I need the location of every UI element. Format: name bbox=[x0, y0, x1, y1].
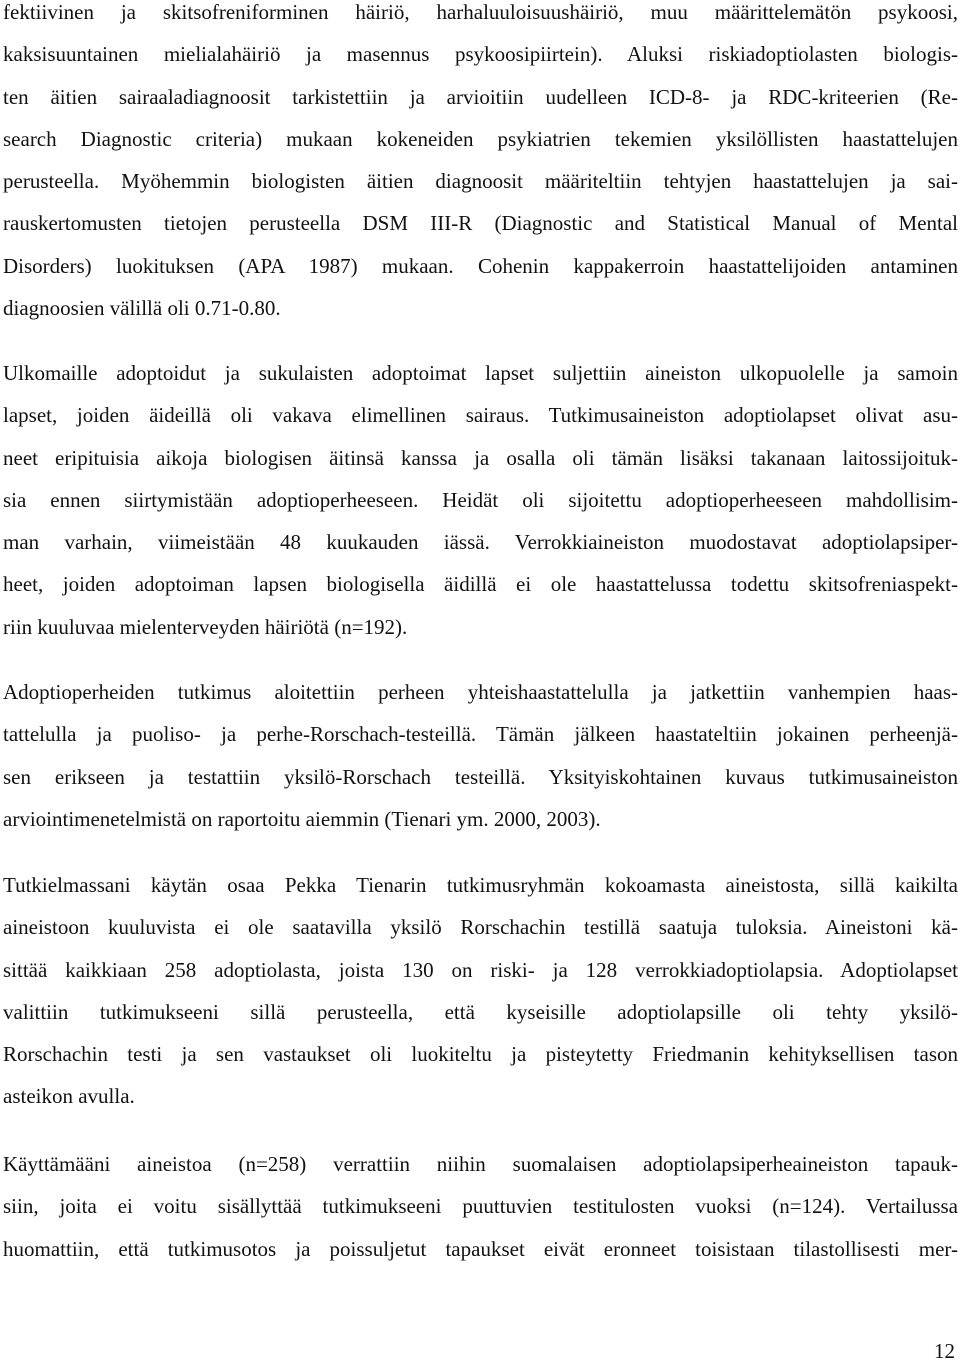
paragraph-diagnoses bbox=[3, 0, 958, 329]
text-line: huomattiin, että tutkimusotos ja poissuljetut tapaukset eivät eronneet toisistaan tilastollisesti mer- bbox=[3, 1236, 958, 1261]
text-line: tattelulla ja puoliso- ja perhe-Rorschach-testeillä. Tämän jälkeen haastateltiin jokainen perheenjä- bbox=[3, 722, 958, 747]
text-line: Adoptioperheiden tutkimus aloitettiin perheen yhteishaastattelulla ja jatkettiin vanhempien haas- bbox=[3, 680, 958, 704]
text-line: perusteella. Myöhemmin biologisten äitien diagnoosit määriteltiin tehtyjen haastattelujen ja sai- bbox=[3, 169, 958, 194]
text-line: asteikon avulla. bbox=[3, 1084, 135, 1109]
page-number: 12 bbox=[934, 1339, 955, 1363]
text-line: aineistoon kuuluvista ei ole saatavilla yksilö Rorschachin testillä saatuja tuloksia. Aineistoni kä- bbox=[3, 915, 958, 940]
text-line: heet, joiden adoptoiman lapsen biologisella äidillä ei ole haastattelussa todettu skitsofreniaspekt- bbox=[3, 572, 958, 597]
paragraph-exclusions bbox=[3, 352, 958, 648]
paragraph-comparison bbox=[3, 1143, 958, 1270]
text-line: riin kuuluvaa mielenterveyden häiriötä (n=192). bbox=[3, 614, 408, 639]
text-line: ten äitien sairaaladiagnoosit tarkistettiin ja arvioitiin uudelleen ICD-8- ja RDC-kriteerien (Re- bbox=[3, 84, 958, 109]
text-line: neet eripituisia aikoja biologisen äitinsä kanssa ja osalla oli tämän lisäksi takanaan laitossijoituk- bbox=[3, 445, 958, 470]
paragraph-sample bbox=[3, 864, 958, 1118]
text-line: fektiivinen ja skitsofreniforminen häiriö, harhaluuloisuushäiriö, muu määrittelemätön psykoosi, bbox=[3, 0, 958, 24]
text-line: siin, joita ei voitu sisällyttää tutkimukseeni puuttuvien testitulosten vuoksi (n=124). Vertailussa bbox=[3, 1194, 958, 1219]
text-line: kaksisuuntainen mielialahäiriö ja masennus psykoosipiirtein). Aluksi riskiadoptiolasten biologis- bbox=[3, 42, 958, 67]
text-line: Tutkielmassani käytän osaa Pekka Tienarin tutkimusryhmän kokoamasta aineistosta, sillä kaikilta bbox=[3, 873, 958, 897]
text-line: arviointimenetelmistä on raportoitu aiemmin (Tienari ym. 2000, 2003). bbox=[3, 806, 601, 831]
text-line: rauskertomusten tietojen perusteella DSM III-R (Diagnostic and Statistical Manual of Mental bbox=[3, 211, 958, 236]
text-line: valittiin tutkimukseeni sillä perusteella, että kyseisille adoptiolapsille oli tehty yksilö- bbox=[3, 999, 958, 1024]
text-line: Ulkomaille adoptoidut ja sukulaisten adoptoimat lapset suljettiin aineiston ulkopuolelle ja samoin bbox=[3, 361, 958, 385]
text-line: search Diagnostic criteria) mukaan kokeneiden psykiatrien tekemien yksilöllisten haastattelujen bbox=[3, 126, 958, 151]
paragraph-family-study bbox=[3, 671, 958, 840]
text-line: sen erikseen ja testattiin yksilö-Rorschach testeillä. Yksityiskohtainen kuvaus tutkimusaineiston bbox=[3, 764, 958, 789]
text-line: Rorschachin testi ja sen vastaukset oli luokiteltu ja pisteytetty Friedmanin kehityksellisen tason bbox=[3, 1042, 958, 1067]
text-line: Disorders) luokituksen (APA 1987) mukaan. Cohenin kappakerroin haastattelijoiden antaminen bbox=[3, 253, 958, 278]
text-line: diagnoosien välillä oli 0.71-0.80. bbox=[3, 296, 281, 321]
text-line: sittää kaikkiaan 258 adoptiolasta, joista 130 on riski- ja 128 verrokkiadoptiolapsia. Adoptiolapset bbox=[3, 957, 958, 982]
text-line: sia ennen siirtymistään adoptioperheeseen. Heidät oli sijoitettu adoptioperheeseen mahdollisim- bbox=[3, 487, 958, 512]
text-line: man varhain, viimeistään 48 kuukauden iässä. Verrokkiaineiston muodostavat adoptiolapsiper- bbox=[3, 530, 958, 555]
text-line: Käyttämääni aineistoa (n=258) verrattiin niihin suomalaisen adoptiolapsiperheaineiston tapauk- bbox=[3, 1152, 958, 1176]
text-line: lapset, joiden äideillä oli vakava elimellinen sairaus. Tutkimusaineiston adoptiolapset olivat asu- bbox=[3, 403, 958, 428]
